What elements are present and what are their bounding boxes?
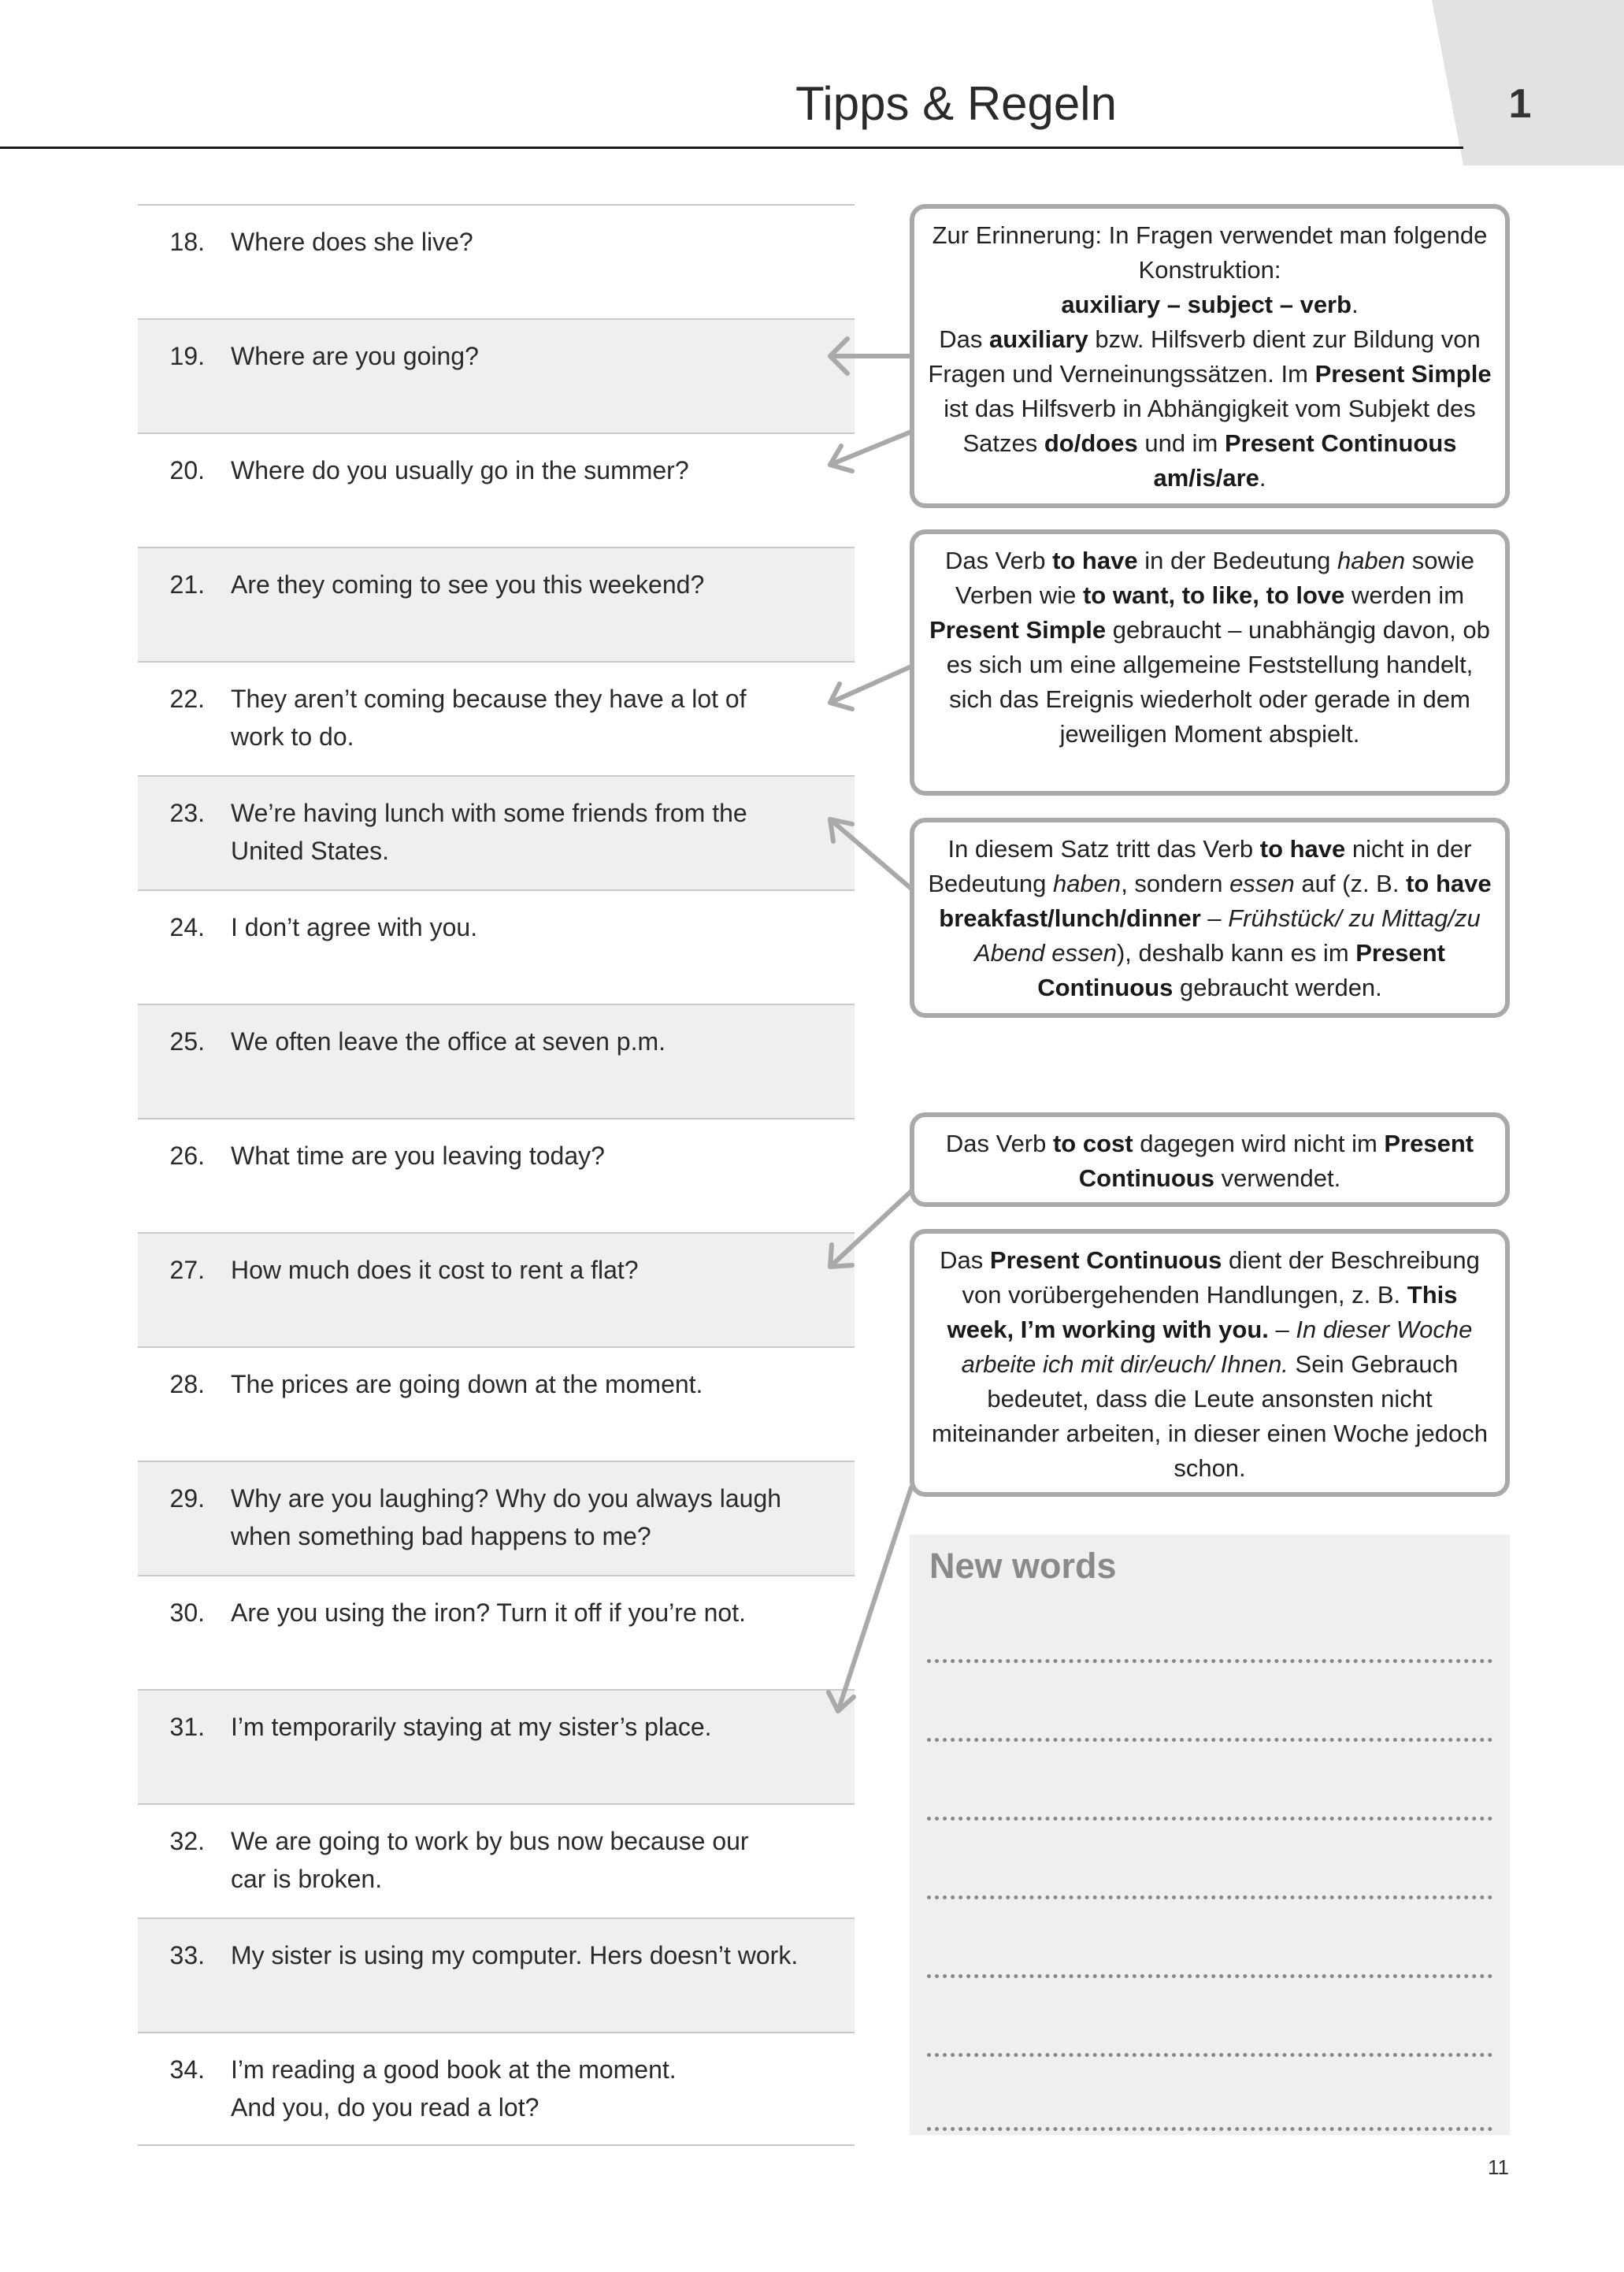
tip-italic-text: In dieser Woche arbeite ich mit dir/euch/ Ihnen. — [961, 1316, 1473, 1378]
tip-text: ist das Hilfsverb in Abhängigkeit vom Subjekt des Satzes — [944, 395, 1476, 457]
tip-text: . — [1259, 464, 1266, 492]
tip-text: dient der Beschreibung von vorübergehenden Handlungen, z. B. — [962, 1246, 1480, 1309]
tip-text: dagegen wird nicht im — [1133, 1130, 1385, 1157]
writing-line[interactable] — [927, 2053, 1492, 2057]
sentence-row — [138, 889, 855, 1004]
tip-box-to-have-eat — [910, 818, 1510, 1018]
tip-text: bzw. Hilfsverb dient zur Bildung von Fragen und Verneinungssätzen. Im — [928, 325, 1481, 388]
sentence-number: 23. — [169, 799, 205, 827]
sentence-text: The prices are going down at the moment. — [231, 1370, 703, 1398]
writing-line[interactable] — [927, 1817, 1492, 1821]
tip-text: in der Bedeutung — [1137, 547, 1337, 574]
tip-bold-text: to cost — [1052, 1130, 1133, 1157]
sentence-text: I’m reading a good book at the moment. And you, do you read a lot? — [231, 2055, 677, 2122]
sentence-text: I don’t agree with you. — [231, 913, 478, 941]
sentence-number: 26. — [169, 1142, 205, 1170]
tip-bold-text: to have — [1052, 547, 1138, 574]
sentence-number: 32. — [169, 1827, 205, 1855]
sentence-text: I’m temporarily staying at my sister’s place. — [231, 1713, 712, 1741]
tip-bold-text: Present Simple — [929, 616, 1107, 644]
writing-line[interactable] — [927, 1895, 1492, 1899]
sentence-text: How much does it cost to rent a flat? — [231, 1256, 639, 1284]
sentence-row — [138, 1575, 855, 1689]
sentence-row — [138, 1346, 855, 1461]
sentence-text: Where does she live? — [231, 228, 473, 256]
sentence-number: 27. — [169, 1256, 205, 1284]
sentence-text: Why are you laughing? Why do you always laugh when something bad happens to me? — [231, 1484, 782, 1550]
tip-bold-text: to want, to like, to love — [1082, 581, 1345, 609]
tip-text: auf (z. B. — [1294, 870, 1407, 897]
tip-text: ), deshalb kann es im — [1116, 939, 1356, 967]
tip-italic-text: Frühstück/ zu Mittag/zu Abend essen — [974, 904, 1481, 967]
sentence-row — [138, 318, 855, 432]
sentence-text: Are they coming to see you this weekend? — [231, 570, 705, 599]
page-title: Tipps & Regeln — [795, 77, 1117, 130]
sentence-number: 22. — [169, 685, 205, 713]
sentence-row — [138, 1004, 855, 1118]
sentence-number: 25. — [169, 1027, 205, 1056]
sentence-number: 30. — [169, 1598, 205, 1627]
sentence-row — [138, 661, 855, 775]
tip-text: Das — [940, 1246, 990, 1274]
sentence-text: We are going to work by bus now because our car is broken. — [231, 1827, 749, 1893]
tip-text: verwendet. — [1214, 1164, 1341, 1192]
tip-text: . — [1351, 291, 1359, 318]
tip-italic-text: haben — [1052, 870, 1122, 897]
tip-box-questions — [910, 204, 1510, 508]
chapter-number: 1 — [1508, 81, 1532, 127]
sentence-number: 29. — [169, 1484, 205, 1513]
tip-text: In diesem Satz tritt das Verb — [947, 835, 1260, 863]
tip-bold-text: to have — [1259, 835, 1346, 863]
sentence-text: We often leave the office at seven p.m. — [231, 1027, 666, 1056]
sentence-text: My sister is using my computer. Hers doesn’t work. — [231, 1941, 799, 1969]
tip-bold-text: auxiliary — [988, 325, 1088, 353]
sentence-text: What time are you leaving today? — [231, 1142, 605, 1170]
tip-text: werden im — [1344, 581, 1465, 609]
tip-bold-text: Present Continuous — [1078, 1130, 1474, 1192]
sentence-text: They aren’t coming because they have a lot of work to do. — [231, 685, 747, 751]
tip-text: gebraucht – unabhängig davon, ob es sich um eine allgemeine Feststellung handelt, sich das Ereignis wiederholt oder gerade in dem jeweiligen Moment abspielt. — [946, 616, 1490, 748]
tip-text: , sondern — [1121, 870, 1230, 897]
tip-italic-text: haben — [1337, 547, 1406, 574]
sentence-row — [138, 432, 855, 547]
sentence-number: 31. — [169, 1713, 205, 1741]
tip-bold-text: Present Simple — [1314, 360, 1492, 388]
tip-text: Das Verb — [945, 1130, 1053, 1157]
tip-text: – — [1200, 904, 1229, 932]
tip-bold-text: to have breakfast/lunch/dinner — [939, 870, 1492, 932]
tip-bold-text: auxiliary – subject – verb — [1061, 291, 1352, 318]
writing-line[interactable] — [927, 1659, 1492, 1663]
tip-box-temporary — [910, 1229, 1510, 1497]
tip-bold-text: Present Continuous am/is/are — [1153, 429, 1457, 492]
tip-bold-text: Present Continuous — [1037, 939, 1445, 1001]
sentence-row — [138, 547, 855, 661]
sentence-row — [138, 1118, 855, 1232]
tip-text: gebraucht werden. — [1173, 974, 1382, 1001]
tip-box-to-have — [910, 529, 1510, 796]
tip-text: Zur Erinnerung: In Fragen verwendet man folgende Konstruktion: — [932, 221, 1488, 284]
sentence-number: 33. — [169, 1941, 205, 1969]
sentence-number: 34. — [169, 2055, 205, 2084]
tip-bold-text: Present Continuous — [989, 1246, 1222, 1274]
sentence-row — [138, 1917, 855, 2032]
sentence-row — [138, 1232, 855, 1346]
sentence-row — [138, 204, 855, 318]
tip-bold-text: This week, I’m working with you. — [947, 1281, 1458, 1343]
sentence-text: Are you using the iron? Turn it off if you’re not. — [231, 1598, 746, 1627]
sentence-text: Where are you going? — [231, 342, 479, 370]
tip-italic-text: essen — [1229, 870, 1295, 897]
sentence-text: We’re having lunch with some friends from the United States. — [231, 799, 747, 865]
sentence-row — [138, 775, 855, 889]
sentence-text: Where do you usually go in the summer? — [231, 456, 689, 484]
tip-text: Das — [939, 325, 989, 353]
sentence-row — [138, 1461, 855, 1575]
tip-box-to-cost — [910, 1112, 1510, 1207]
tip-text: sowie Verben wie — [955, 547, 1475, 609]
new-words-panel — [910, 1535, 1510, 2135]
sentence-number: 19. — [169, 342, 205, 370]
header-rule — [0, 147, 1463, 149]
sentence-number: 28. — [169, 1370, 205, 1398]
sentence-number: 18. — [169, 228, 205, 256]
tip-text: Sein Gebrauch bedeutet, dass die Leute ansonsten nicht miteinander arbeiten, in dieser einen Woche jedoch schon. — [932, 1350, 1488, 1482]
sentence-number: 21. — [169, 570, 205, 599]
sentence-number: 20. — [169, 456, 205, 484]
new-words-title: New words — [929, 1546, 1117, 1586]
writing-line[interactable] — [927, 1738, 1492, 1742]
sentence-row — [138, 2032, 855, 2146]
tip-text: – — [1268, 1316, 1296, 1343]
writing-line[interactable] — [927, 1974, 1492, 1978]
tip-text: Das Verb — [944, 547, 1053, 574]
writing-line[interactable] — [927, 2127, 1492, 2131]
sentence-row — [138, 1803, 855, 1917]
tip-bold-text: do/does — [1044, 429, 1138, 457]
sentence-row — [138, 1689, 855, 1803]
sentence-number: 24. — [169, 913, 205, 941]
tip-text: und im — [1137, 429, 1225, 457]
page-number: 11 — [1488, 2155, 1509, 2179]
tip-text: nicht in der Bedeutung — [928, 835, 1472, 897]
